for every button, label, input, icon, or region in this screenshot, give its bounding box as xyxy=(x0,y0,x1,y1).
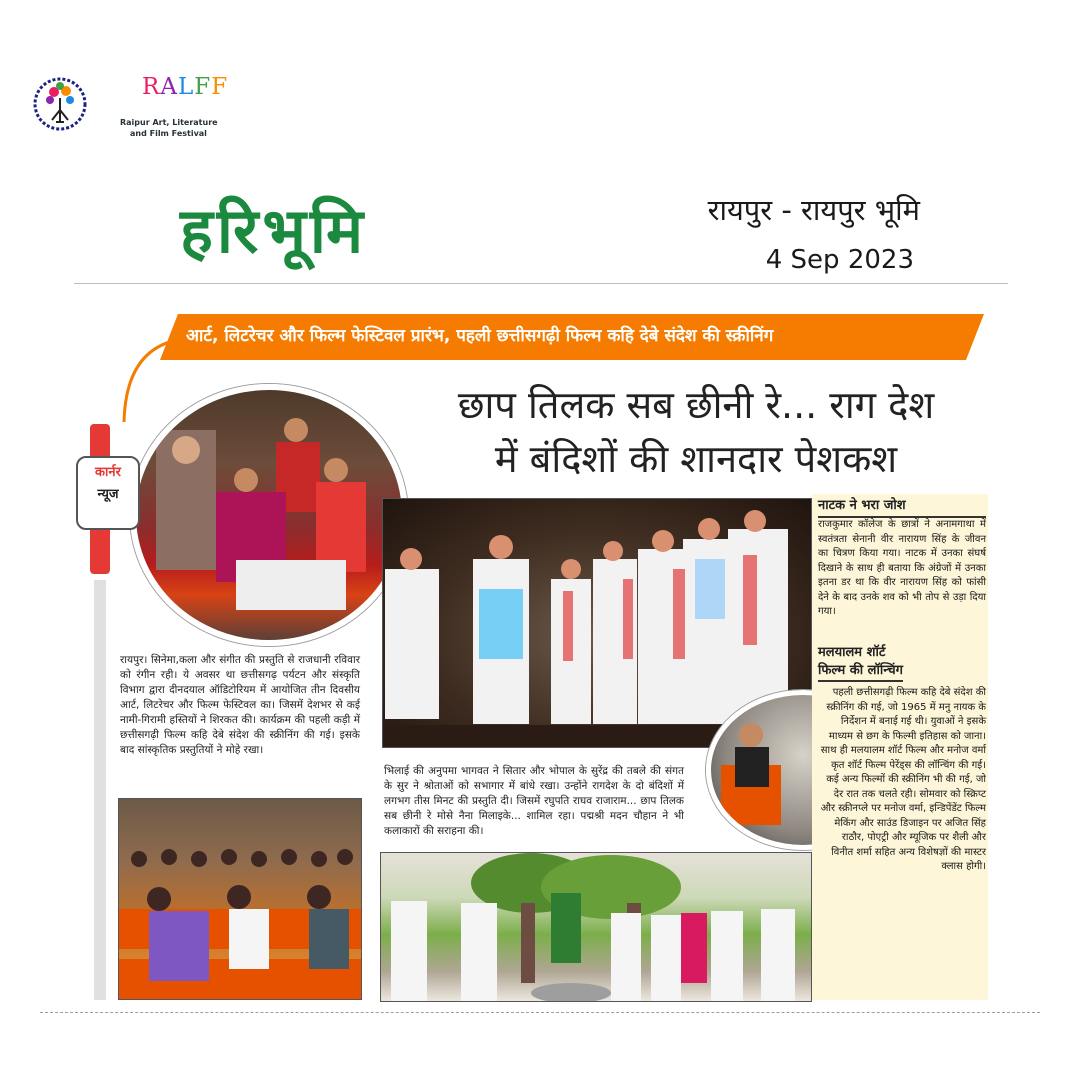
corner-news-tag xyxy=(76,456,140,530)
strap-text: आर्ट, लिटरेचर और फिल्म फेस्टिवल प्रारंभ, पहली छत्तीसगढ़ी फिल्म कहि देबे संदेश की स्क्रीनिंग xyxy=(186,326,774,346)
edition-label: रायपुर - रायपुर भूमि xyxy=(707,193,920,227)
dance-photo-icon xyxy=(136,390,402,640)
corner-tag-line2: न्यूज xyxy=(97,487,119,502)
festival-tagline-line1: Raipur Art, Literature xyxy=(120,118,218,127)
side-rail xyxy=(94,580,106,1000)
sidebar-heading-play: नाटक ने भरा जोश xyxy=(818,498,986,518)
sidebar-heading-film-line2: फिल्म की लॉन्चिंग xyxy=(818,662,903,682)
sidebar-heading-film-line1: मलयालम शॉर्ट xyxy=(818,645,886,660)
header-divider xyxy=(74,283,1008,284)
sidebar-heading-film xyxy=(818,644,986,682)
publication-date: 4 Sep 2023 xyxy=(765,245,914,275)
corner-tag-line1: कार्नर xyxy=(95,465,121,480)
footer-dashed-divider xyxy=(40,1012,1040,1013)
dance-performance-photo xyxy=(130,384,408,646)
newspaper-masthead: हरिभूमि xyxy=(180,194,368,267)
audience-photo xyxy=(118,798,362,1000)
festival-logo-text: RALFF xyxy=(142,74,229,100)
headline-line2: में बंदिशों की शानदार पेशकश xyxy=(494,437,898,481)
headline-line1: छाप तिलक सब छीनी रे... राग देश xyxy=(457,383,935,427)
sidebar-text-play: राजकुमार कॉलेज के छात्रों ने अनामगाथा में स्वतंत्रता सेनानी वीर नारायण सिंह के जीवन का चित्रण किया गया। नाटक में उनका संघर्ष दिखाने के साथ ही बताया कि अंग्रेजों में उनका इतना डर था कि वीर नारायण सिंह को फांसी देने के बाद उनके शव को भी तोप से उड़ा दिया गया। xyxy=(818,519,986,617)
body-text-middle: भिलाई की अनुपमा भागवत ने सितार और भोपाल के सुरेंद्र की तबले की संगत के सुर ने श्रोताओं को सभागार में बांधे रखा। उन्होंने रागदेश के दो बंदिशों में लगभग तीस मिनट की प्रस्तुति दी। जिसमें रघुपति राघव राजाराम... छाप तिलक सब छीनी रे मोसे नैना मिलाइके... शामिल रहा। पद्मश्री मदन चौहान ने भी कलाकारों की सराहना की। xyxy=(384,765,684,837)
forest-scene-play-photo xyxy=(380,852,812,1002)
body-text-left: रायपुर। सिनेमा,कला और संगीत की प्रस्तुति से राजधानी रविवार को रंगीन रही। ये अवसर था छत्तीसगढ़ पर्यटन और संस्कृति विभाग द्वारा दीनदयाल ऑडिटोरियम में आयोजित तीन दिवसीय आर्ट, लिटरेचर और फिल्म फेस्टिवल का। जिसमें देशभर से कई नामी-गिरामी हस्तियों ने शिरकत की। कार्यक्रम की पहली कड़ी में छत्तीसगढ़ी फिल्म कहि देबे संदेश की स्क्रीनिंग की गई। इसके बाद सांस्कृतिक प्रस्तुतियों ने मोहे रखा। xyxy=(120,654,360,756)
forest-photo-icon xyxy=(381,853,811,1001)
festival-tagline-line2: and Film Festival xyxy=(130,129,207,138)
audience-photo-icon xyxy=(119,799,361,999)
sidebar-text-film: पहली छत्तीसगढ़ी फिल्म कहि देबे संदेश की स्क्रीनिंग की गई, जो 1965 में मनु नायक के निर्देशन में बनाई गई थी। युवाओं ने इसके माध्यम से छग के फिल्मी इतिहास को जाना। साथ ही मलयालम शॉर्ट फिल्म और मनोज वर्मा कृत शॉर्ट फिल्म पेरेंड्स की लॉन्चिंग की गई। कई अन्य फिल्मों की स्क्रीनिंग भी की गई, जो देर रात तक चलते रही। सोमवार को स्क्रिप्ट और स्क्रीनप्ले पर मनोज वर्मा, इन्डिपेंडेंट फिल्म मेकिंग और साउंड डिजाइन पर अजित सिंह राठौर, पोएट्री और म्यूजिक पर शैली और विनीत शर्मा सहित अन्य विशेषज्ञों की मास्टर क्लास होगी। xyxy=(820,687,986,872)
festival-logo-icon xyxy=(32,64,88,144)
article-headline xyxy=(396,378,996,486)
